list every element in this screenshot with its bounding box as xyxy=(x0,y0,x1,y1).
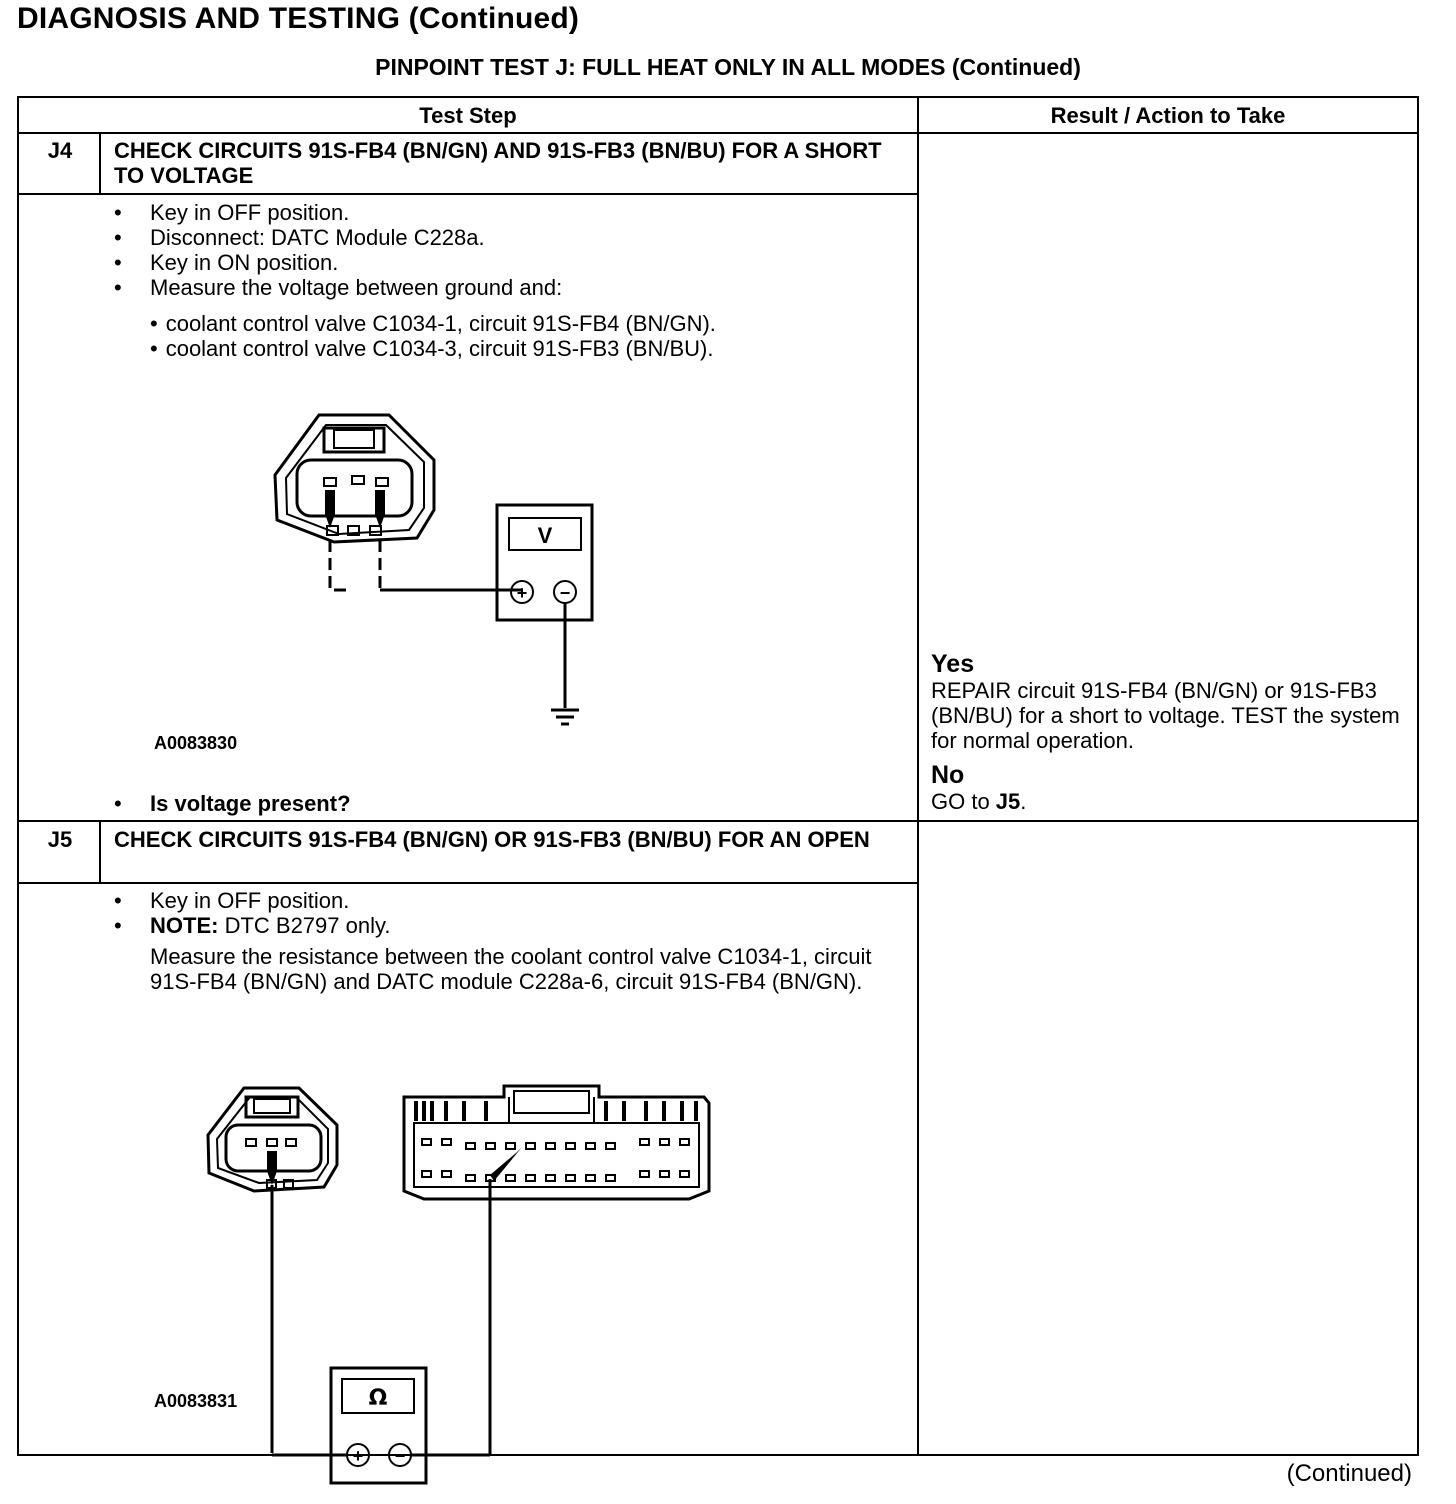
header-test-step: Test Step xyxy=(419,103,517,128)
meter-symbol: V xyxy=(537,523,553,548)
result-no-suffix: . xyxy=(1020,789,1027,814)
list-item xyxy=(114,275,562,300)
bullet-mark: • xyxy=(114,225,122,250)
continued-label: (Continued) xyxy=(1286,1460,1412,1487)
bullet-mark: • xyxy=(150,336,158,361)
figure-id-j4: A0083830 xyxy=(154,733,238,753)
resistance-test-diagram xyxy=(204,1083,714,1466)
minus-label: − xyxy=(394,1446,406,1466)
page-title: DIAGNOSIS AND TESTING (Continued) xyxy=(17,2,580,35)
test-table xyxy=(17,96,1419,1466)
list-item xyxy=(114,913,390,938)
bullet-text: Measure the voltage between ground and: xyxy=(150,275,563,300)
result-yes-label: Yes xyxy=(931,650,975,678)
goto-j5-link[interactable]: J5 xyxy=(995,789,1021,814)
list-item xyxy=(114,250,562,275)
plus-label: + xyxy=(352,1446,364,1466)
j5-title-divider xyxy=(19,882,918,884)
list-item xyxy=(114,888,390,913)
bullet-mark: • xyxy=(114,791,122,816)
bullet-text: Disconnect: DATC Module C228a. xyxy=(150,225,485,250)
j4-row-divider xyxy=(19,820,1417,822)
list-item xyxy=(114,225,562,250)
bullet-mark: • xyxy=(114,250,122,275)
bullet-text: Key in OFF position. xyxy=(150,200,350,225)
step-title-j4: CHECK CIRCUITS 91S-FB4 (BN/GN) AND 91S-FB3 (BN/BU) FOR A SHORT TO VOLTAGE xyxy=(114,138,882,188)
list-item xyxy=(114,791,351,816)
j5-bullet-list xyxy=(114,888,390,938)
bullet-text: coolant control valve C1034-1, circuit 91S-FB4 (BN/GN). xyxy=(165,311,716,336)
j4-title-divider xyxy=(19,193,918,195)
voltage-test-diagram xyxy=(269,410,609,740)
list-item xyxy=(114,200,562,225)
bullet-mark: • xyxy=(114,913,122,938)
bullet-mark: • xyxy=(114,275,122,300)
pinpoint-test-title: PINPOINT TEST J: FULL HEAT ONLY IN ALL MODES (Continued) xyxy=(375,54,1081,80)
meter-symbol: Ω xyxy=(368,1386,388,1411)
note-text: DTC B2797 only. xyxy=(218,913,391,938)
j4-sub-bullet-list xyxy=(150,311,716,361)
bullet-mark: • xyxy=(114,200,122,225)
step-id-j4: J4 xyxy=(47,138,73,163)
minus-label: − xyxy=(559,583,571,603)
j4-result xyxy=(931,650,1401,814)
list-item xyxy=(150,336,716,361)
bullet-text: coolant control valve C1034-3, circuit 91S-FB3 (BN/BU). xyxy=(165,336,714,361)
step-id-j5: J5 xyxy=(47,827,73,852)
bullet-text: Key in OFF position. xyxy=(150,888,350,913)
header-result-action: Result / Action to Take xyxy=(1050,103,1286,128)
j4-bullet-list xyxy=(114,200,562,300)
bullet-mark: • xyxy=(114,888,122,913)
j5-measure-text: Measure the resistance between the coolant control valve C1034-1, circuit 91S-FB4 (BN/GN) and DATC module C228a-6, circuit 91S-FB4 (BN/GN). xyxy=(150,944,872,994)
step-title-j5: CHECK CIRCUITS 91S-FB4 (BN/GN) OR 91S-FB3 (BN/BU) FOR AN OPEN xyxy=(114,827,870,852)
bullet-text: Key in ON position. xyxy=(150,250,339,275)
plus-label: + xyxy=(516,583,528,603)
question-text: Is voltage present? xyxy=(150,791,351,816)
j4-question xyxy=(114,791,351,816)
result-no-label: No xyxy=(931,761,965,789)
ground-symbol xyxy=(551,710,579,724)
figure-id-j5: A0083831 xyxy=(154,1391,238,1411)
coolant-valve-connector xyxy=(275,415,434,542)
result-no-prefix: GO to xyxy=(931,789,996,814)
list-item xyxy=(150,311,716,336)
note-label: NOTE: xyxy=(150,913,219,938)
result-yes-text: REPAIR circuit 91S-FB4 (BN/GN) or 91S-FB3 (BN/BU) for a short to voltage. TEST the system for normal operation. xyxy=(931,678,1400,753)
column-divider xyxy=(917,98,919,1454)
bullet-mark: • xyxy=(150,311,158,336)
